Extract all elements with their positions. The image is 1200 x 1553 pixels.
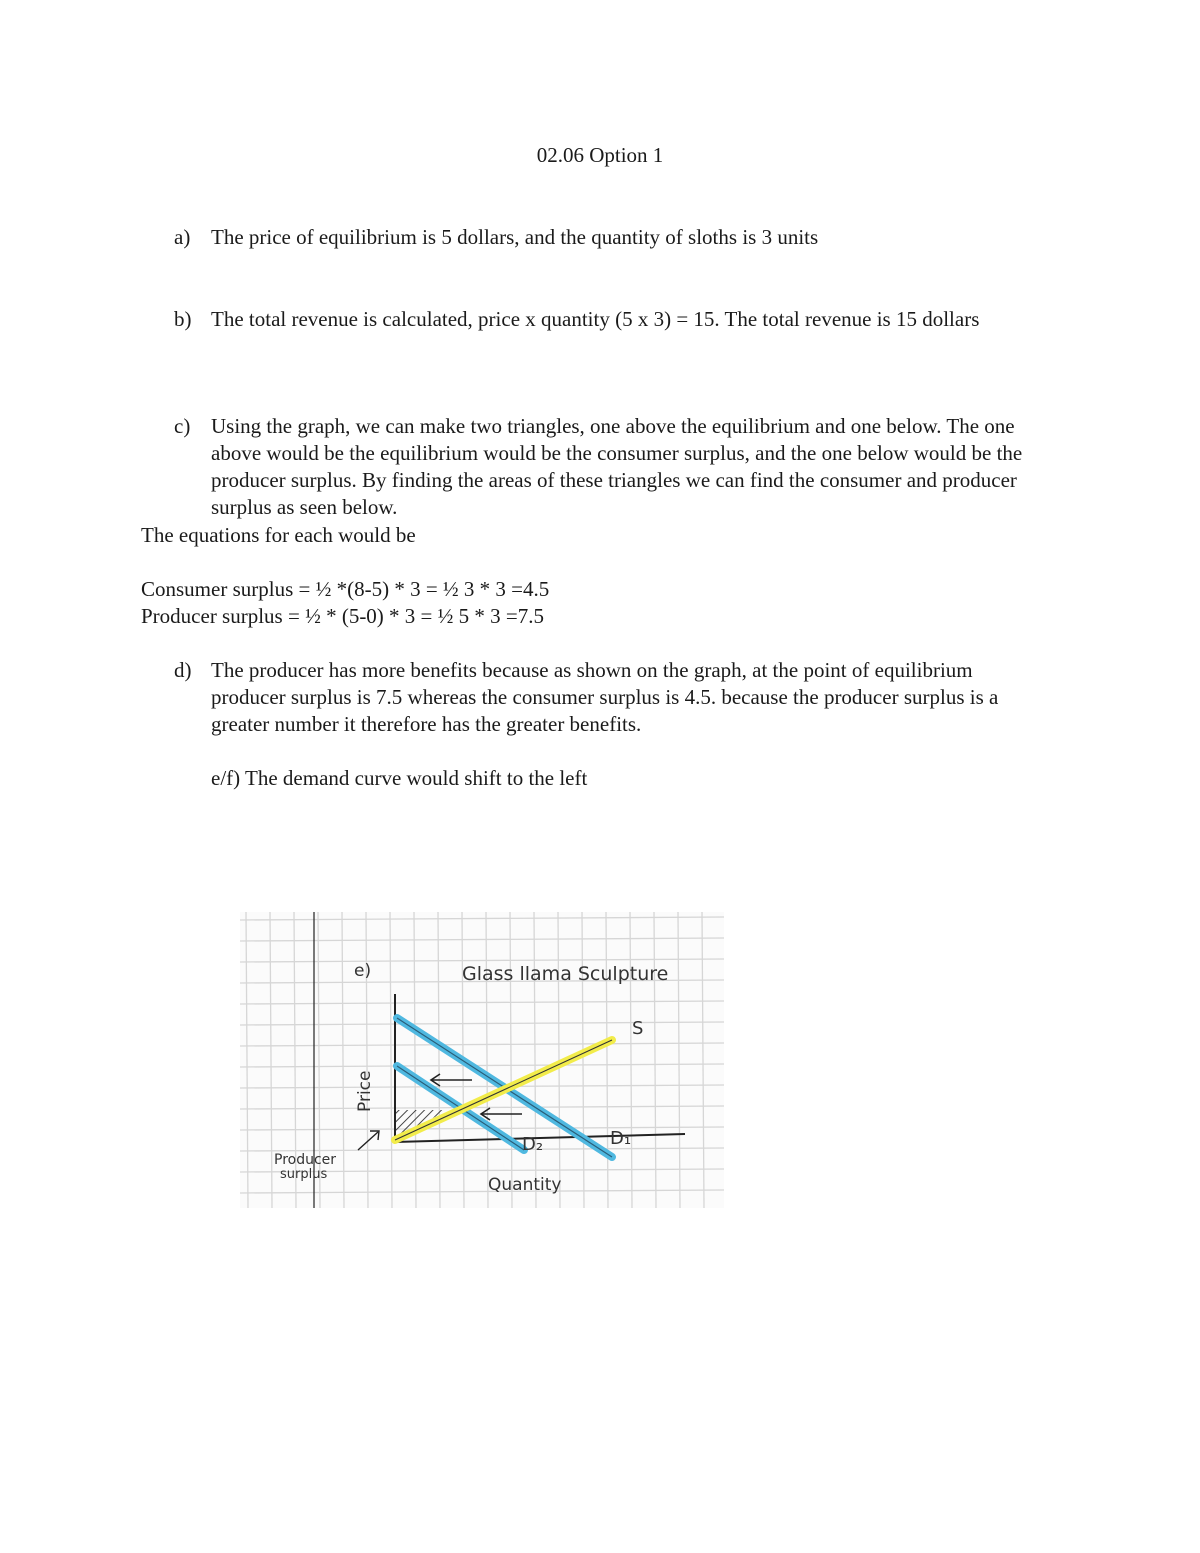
- grid-line: [438, 912, 440, 1208]
- page-title: 02.06 Option 1: [536, 143, 664, 167]
- grid-line: [342, 912, 344, 1208]
- grid-line: [240, 1148, 724, 1151]
- producer-label-line1: Producer: [274, 1152, 337, 1168]
- answer-c-label: c): [174, 414, 191, 438]
- grid-line: [606, 912, 608, 1208]
- grid-line: [240, 917, 724, 920]
- grid-line: [486, 912, 488, 1208]
- answer-d: [174, 657, 1034, 738]
- grid-line: [390, 912, 392, 1208]
- grid-line: [240, 1190, 724, 1193]
- demand1-label: D₁: [610, 1128, 632, 1149]
- grid-line: [240, 1043, 724, 1046]
- grid-line: [654, 912, 656, 1208]
- grid-line: [510, 912, 512, 1208]
- answer-d-label: d): [174, 658, 192, 682]
- answer-a-text: The price of equilibrium is 5 dollars, and the quantity of sloths is 3 units: [211, 225, 819, 249]
- answer-ef: e/f) The demand curve would shift to the left: [211, 766, 588, 790]
- answer-c-text: Using the graph, we can make two triangles, one above the equilibrium and one below. The one above would be the equilibrium would be the consumer surplus, and the one below would be the producer surplus. By finding the areas of these triangles we can find the consumer and producer surplus as seen below.: [211, 414, 1023, 519]
- grid-line: [534, 912, 536, 1208]
- shift-left-arrow: [481, 1108, 522, 1120]
- supply-label: S: [632, 1018, 644, 1039]
- grid-line: [270, 912, 272, 1208]
- grid-line: [240, 1064, 724, 1067]
- producer-surplus-equation: Producer surplus = ½ * (5-0) * 3 = ½ 5 * 3 =7.5: [141, 604, 544, 628]
- grid-line: [240, 959, 724, 962]
- demand2-label: D₂: [522, 1134, 544, 1155]
- answer-b-text: The total revenue is calculated, price x quantity (5 x 3) = 15. The total revenue is 15 dollars: [211, 307, 980, 331]
- shift-left-arrow: [431, 1074, 472, 1086]
- grid-line: [702, 912, 704, 1208]
- answer-a-label: a): [174, 225, 191, 249]
- answer-d-text: The producer has more benefits because as shown on the graph, at the point of equilibrium producer surplus is 7.5 whereas the consumer surplus is 4.5. because the producer surplus is a greater number it therefore has the greater benefits.: [211, 658, 999, 736]
- price-axis-label: Price: [355, 1070, 375, 1112]
- grid-line: [246, 912, 248, 1208]
- answer-b-label: b): [174, 307, 192, 331]
- answer-c: [174, 413, 1054, 521]
- answer-a: [174, 224, 1074, 251]
- grid-line: [630, 912, 632, 1208]
- grid-line: [240, 1022, 724, 1025]
- grid-line: [240, 938, 724, 941]
- grid-line: [366, 912, 368, 1208]
- grid-line: [582, 912, 584, 1208]
- answer-b: [174, 306, 1014, 333]
- quantity-axis-label: Quantity: [488, 1175, 562, 1195]
- grid-line: [240, 1106, 724, 1109]
- consumer-surplus-equation: Consumer surplus = ½ *(8-5) * 3 = ½ 3 * 3 =4.5: [141, 577, 550, 601]
- grid-line: [240, 1127, 724, 1130]
- hand-drawn-graph: [240, 912, 724, 1208]
- grid-line: [240, 1085, 724, 1088]
- producer-surplus-pointer-arrow: [358, 1131, 379, 1150]
- grid-line: [678, 912, 680, 1208]
- graph-svg: [240, 912, 724, 1208]
- grid-line: [414, 912, 416, 1208]
- producer-label-line2: surplus: [280, 1167, 328, 1182]
- equations-intro: The equations for each would be: [141, 523, 416, 547]
- graph-title: Glass llama Sculpture: [462, 963, 669, 985]
- grid-line: [240, 1001, 724, 1004]
- part-e-label: e): [354, 961, 372, 981]
